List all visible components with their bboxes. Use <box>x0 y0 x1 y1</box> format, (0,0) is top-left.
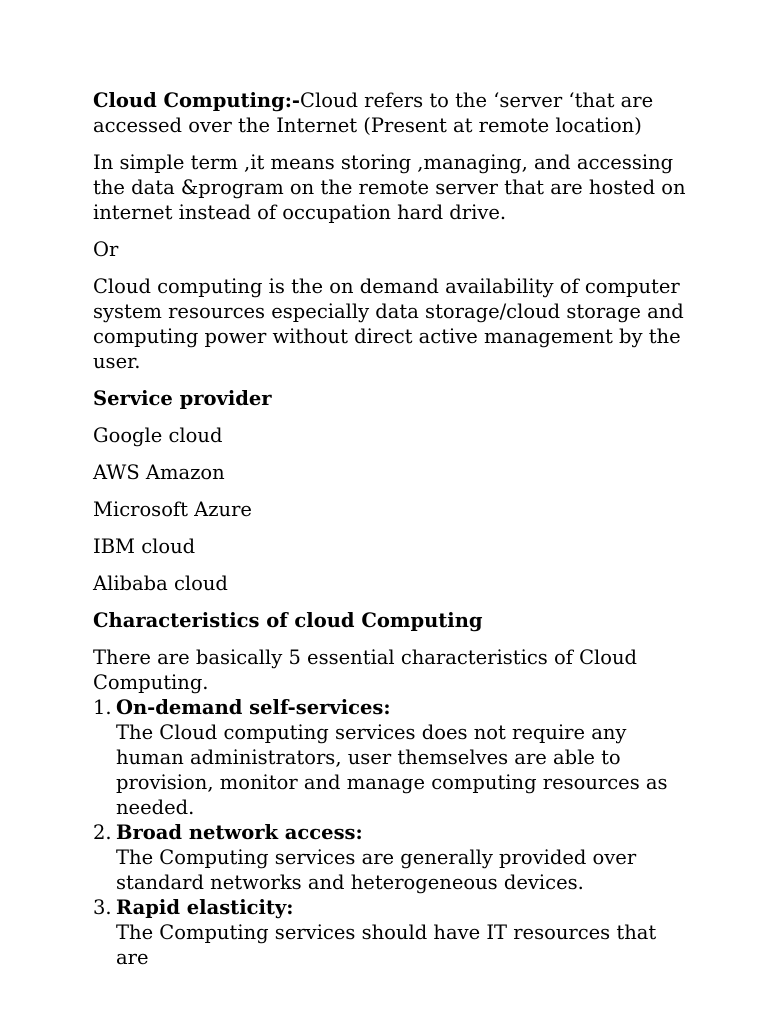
provider-item: Google cloud <box>93 424 223 447</box>
item-title: Rapid elasticity: <box>116 896 294 919</box>
characteristics-list <box>93 695 693 970</box>
characteristics-intro: There are basically 5 essential characteristics of Cloud Computing. <box>93 646 638 694</box>
intro-paragraph <box>93 88 693 138</box>
item-description: The Cloud computing services does not require any human administrators, user themselves are able to provision, monitor and manage computing resources as needed. <box>116 721 668 819</box>
item-description: The Computing services are generally provided over standard networks and heterogeneous devices. <box>116 846 637 894</box>
or-text: Or <box>93 238 119 261</box>
alt-definition-paragraph: Cloud computing is the on demand availability of computer system resources especially data storage/cloud storage and computing power without direct active management by the user. <box>93 275 684 373</box>
document-page <box>93 88 693 970</box>
characteristic-item <box>93 895 693 970</box>
simple-term-paragraph: In simple term ,it means storing ,managing, and accessing the data &program on the remote server that are hosted on internet instead of occupation hard drive. <box>93 151 686 224</box>
characteristics-heading: Characteristics of cloud Computing <box>93 609 483 632</box>
provider-item: AWS Amazon <box>93 461 225 484</box>
provider-item: IBM cloud <box>93 535 196 558</box>
item-number: 2. <box>93 821 112 844</box>
item-number: 1. <box>93 696 112 719</box>
service-provider-heading: Service provider <box>93 387 272 410</box>
characteristic-item <box>93 820 693 895</box>
intro-definition: Cloud refers to the ‘server ‘that are accessed over the Internet (Present at remote location) <box>93 89 654 137</box>
intro-title: Cloud Computing:- <box>93 89 301 112</box>
provider-item: Microsoft Azure <box>93 498 252 521</box>
item-number: 3. <box>93 896 112 919</box>
characteristic-item <box>93 695 693 820</box>
item-title: On-demand self-services: <box>116 696 391 719</box>
item-title: Broad network access: <box>116 821 363 844</box>
provider-item: Alibaba cloud <box>93 572 228 595</box>
item-description: The Computing services should have IT resources that are <box>116 921 657 969</box>
